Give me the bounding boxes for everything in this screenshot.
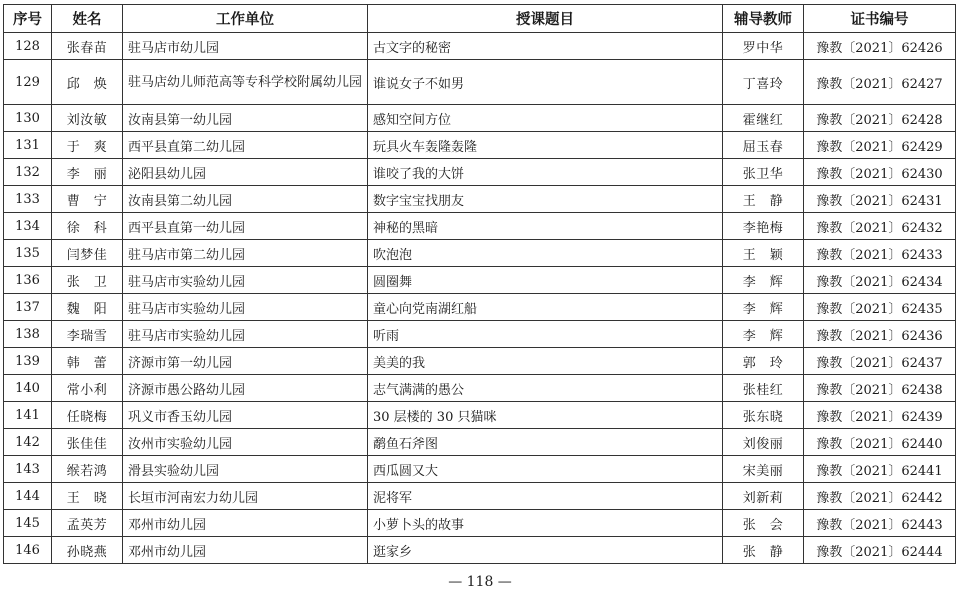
table-row [4,213,956,240]
cell-seq: 129 [4,60,52,105]
header-name: 姓名 [52,5,123,33]
cell-cert: 豫教〔2021〕62434 [804,267,956,294]
cell-tutor: 李艳梅 [723,213,804,240]
cell-name: 闫梦佳 [52,240,123,267]
header-tutor: 辅导教师 [723,5,804,33]
cell-topic: 小萝卜头的故事 [368,510,723,537]
cell-tutor: 宋美丽 [723,456,804,483]
table-row [4,267,956,294]
cell-name: 张佳佳 [52,429,123,456]
cell-topic: 感知空间方位 [368,105,723,132]
table-row [4,105,956,132]
cell-cert: 豫教〔2021〕62439 [804,402,956,429]
cell-topic: 逛家乡 [368,537,723,564]
header-seq: 序号 [4,5,52,33]
table-row [4,510,956,537]
cell-name: 魏 阳 [52,294,123,321]
cell-cert: 豫教〔2021〕62441 [804,456,956,483]
cell-unit: 济源市第一幼儿园 [123,348,368,375]
cell-seq: 135 [4,240,52,267]
table-row [4,537,956,564]
cell-cert: 豫教〔2021〕62432 [804,213,956,240]
cell-tutor: 李 辉 [723,294,804,321]
cell-unit: 驻马店市第二幼儿园 [123,240,368,267]
cell-tutor: 郭 玲 [723,348,804,375]
header-row [4,5,956,33]
cell-seq: 141 [4,402,52,429]
cell-topic: 谁咬了我的大饼 [368,159,723,186]
cell-name: 常小利 [52,375,123,402]
cell-name: 张 卫 [52,267,123,294]
cell-cert: 豫教〔2021〕62440 [804,429,956,456]
cell-unit: 西平县直第二幼儿园 [123,132,368,159]
cell-name: 孙晓燕 [52,537,123,564]
cell-topic: 志气满满的愚公 [368,375,723,402]
cell-name: 王 晓 [52,483,123,510]
cell-cert: 豫教〔2021〕62431 [804,186,956,213]
cell-tutor: 王 颖 [723,240,804,267]
cell-seq: 144 [4,483,52,510]
cell-topic: 30 层楼的 30 只猫咪 [368,402,723,429]
table-row [4,294,956,321]
cell-cert: 豫教〔2021〕62430 [804,159,956,186]
cell-cert: 豫教〔2021〕62433 [804,240,956,267]
table-row [4,375,956,402]
cell-seq: 133 [4,186,52,213]
table-row [4,132,956,159]
cell-topic: 童心向党南湖红船 [368,294,723,321]
cell-unit: 汝南县第二幼儿园 [123,186,368,213]
cell-name: 于 爽 [52,132,123,159]
cell-cert: 豫教〔2021〕62435 [804,294,956,321]
table-row [4,159,956,186]
table-row [4,60,956,105]
table-row [4,402,956,429]
cell-topic: 西瓜圆又大 [368,456,723,483]
cell-seq: 146 [4,537,52,564]
cell-seq: 136 [4,267,52,294]
cell-seq: 132 [4,159,52,186]
cell-tutor: 屈玉春 [723,132,804,159]
header-unit: 工作单位 [123,5,368,33]
cell-topic: 圆圈舞 [368,267,723,294]
cell-name: 韩 蕾 [52,348,123,375]
cell-tutor: 张东晓 [723,402,804,429]
cell-tutor: 张桂红 [723,375,804,402]
table-row [4,240,956,267]
cell-unit: 汝州市实验幼儿园 [123,429,368,456]
cell-tutor: 张卫华 [723,159,804,186]
cell-cert: 豫教〔2021〕62443 [804,510,956,537]
cell-tutor: 刘俊丽 [723,429,804,456]
cell-seq: 142 [4,429,52,456]
cell-name: 缑若鸿 [52,456,123,483]
cell-unit: 西平县直第一幼儿园 [123,213,368,240]
cell-topic: 听雨 [368,321,723,348]
cell-topic: 谁说女子不如男 [368,60,723,105]
cell-name: 张春苗 [52,33,123,60]
cell-tutor: 张 会 [723,510,804,537]
cell-tutor: 罗中华 [723,33,804,60]
table-row [4,321,956,348]
cell-cert: 豫教〔2021〕62437 [804,348,956,375]
cell-tutor: 刘新莉 [723,483,804,510]
table-row [4,456,956,483]
table-row [4,33,956,60]
cell-unit: 驻马店幼儿师范高等专科学校附属幼儿园 [123,60,368,105]
cell-tutor: 霍继红 [723,105,804,132]
table-row [4,429,956,456]
cell-unit: 驻马店市实验幼儿园 [123,321,368,348]
cell-topic: 神秘的黑暗 [368,213,723,240]
cell-unit: 邓州市幼儿园 [123,537,368,564]
table-row [4,348,956,375]
cell-name: 任晓梅 [52,402,123,429]
cell-name: 徐 科 [52,213,123,240]
table-row [4,186,956,213]
cell-seq: 145 [4,510,52,537]
cell-unit: 汝南县第一幼儿园 [123,105,368,132]
cell-topic: 美美的我 [368,348,723,375]
cell-seq: 140 [4,375,52,402]
cell-seq: 138 [4,321,52,348]
cell-seq: 130 [4,105,52,132]
cell-name: 孟英芳 [52,510,123,537]
cell-tutor: 张 静 [723,537,804,564]
table-row [4,483,956,510]
cell-cert: 豫教〔2021〕62436 [804,321,956,348]
cell-unit: 巩义市香玉幼儿园 [123,402,368,429]
cell-unit: 驻马店市实验幼儿园 [123,294,368,321]
cell-unit: 驻马店市实验幼儿园 [123,267,368,294]
cell-cert: 豫教〔2021〕62428 [804,105,956,132]
cell-cert: 豫教〔2021〕62426 [804,33,956,60]
cell-name: 刘汝敏 [52,105,123,132]
cell-tutor: 丁喜玲 [723,60,804,105]
cell-tutor: 王 静 [723,186,804,213]
cell-cert: 豫教〔2021〕62427 [804,60,956,105]
cell-cert: 豫教〔2021〕62444 [804,537,956,564]
cell-seq: 137 [4,294,52,321]
cell-unit: 滑县实验幼儿园 [123,456,368,483]
cell-topic: 泥将军 [368,483,723,510]
cell-topic: 古文字的秘密 [368,33,723,60]
cell-seq: 139 [4,348,52,375]
cell-unit: 长垣市河南宏力幼儿园 [123,483,368,510]
header-topic: 授课题目 [368,5,723,33]
page-number: — 118 — [448,574,512,590]
cell-seq: 143 [4,456,52,483]
cell-topic: 鹬鱼石斧图 [368,429,723,456]
cell-name: 李瑞雪 [52,321,123,348]
cell-topic: 吹泡泡 [368,240,723,267]
cell-tutor: 李 辉 [723,267,804,294]
cell-seq: 128 [4,33,52,60]
cell-unit: 邓州市幼儿园 [123,510,368,537]
cell-name: 李 丽 [52,159,123,186]
cell-cert: 豫教〔2021〕62442 [804,483,956,510]
cell-unit: 济源市愚公路幼儿园 [123,375,368,402]
cell-topic: 玩具火车轰隆轰隆 [368,132,723,159]
cell-name: 曹 宁 [52,186,123,213]
cell-cert: 豫教〔2021〕62438 [804,375,956,402]
cell-name: 邱 焕 [52,60,123,105]
cell-tutor: 李 辉 [723,321,804,348]
cell-unit: 驻马店市幼儿园 [123,33,368,60]
cell-topic: 数字宝宝找朋友 [368,186,723,213]
cell-seq: 134 [4,213,52,240]
award-roster-table [3,4,956,564]
cell-seq: 131 [4,132,52,159]
cell-cert: 豫教〔2021〕62429 [804,132,956,159]
cell-unit: 泌阳县幼儿园 [123,159,368,186]
header-cert: 证书编号 [804,5,956,33]
